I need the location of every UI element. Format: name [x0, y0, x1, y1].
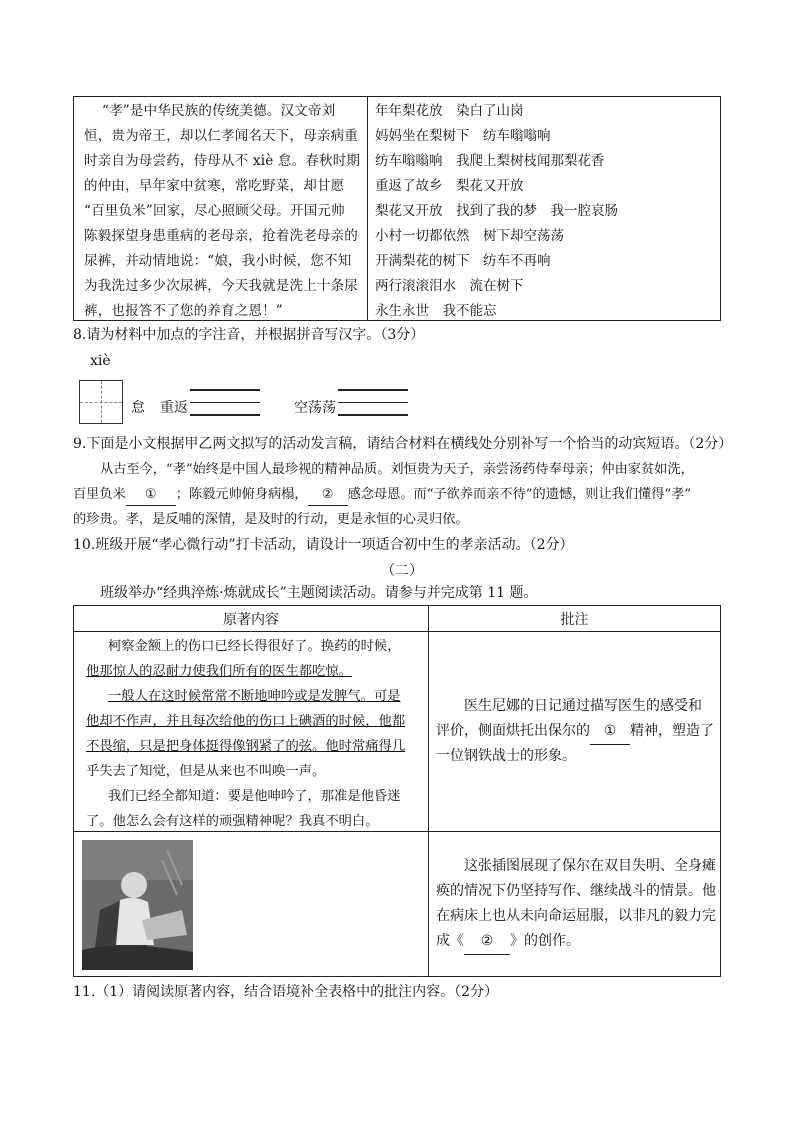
material-left-line: “百里负米”回家，尽心照顾父母。开国元帅: [84, 203, 345, 219]
word-kongdangdang: 空荡荡: [294, 400, 336, 416]
song-line: 纺车嗡嗡响 我爬上梨树枝闻那梨花香: [375, 153, 605, 169]
table-divider: [367, 97, 368, 320]
orig-line: 了。他怎么会有这样的顽强精神呢？我真不明白。: [86, 814, 379, 829]
speech-blank-2[interactable]: ②: [308, 485, 348, 506]
material-left-line: 尿裤，并动情地说：“娘，我小时候，您不知: [84, 253, 352, 269]
song-line: 妈妈坐在梨树下 纺车嗡嗡响: [375, 128, 551, 144]
question-11: 11.（1）请阅读原著内容，结合语境补全表格中的批注内容。（2分）: [73, 984, 499, 1000]
original-text: [86, 634, 421, 834]
song-line: 年年梨花放 染白了山岗: [375, 103, 524, 119]
orig-line: 他那惊人的忍耐力使我们所有的医生都吃惊。: [86, 664, 352, 679]
orig-line: 柯察金额上的伤口已经长得很好了。换药的时候，: [108, 639, 401, 654]
answer-blank-2[interactable]: [338, 389, 408, 416]
material-left-line: 恒，贵为帝王，却以仁孝闻名天下，母亲病重: [84, 128, 358, 144]
orig-line: 我们已经全都知道：要是他呻吟了，那准是他昏迷: [108, 789, 401, 804]
question-10: 10.班级开展“孝心微行动”打卡活动，请设计一项适合初中生的孝亲活动。（2分）: [73, 537, 574, 553]
illustration-image: [82, 840, 193, 970]
reading-table: [73, 605, 721, 977]
annotation-blank-1[interactable]: ①: [590, 719, 630, 745]
song-line: 永生永世 我不能忘: [375, 303, 497, 319]
header-original: 原著内容: [223, 612, 279, 628]
speech-line-3: 的珍贵。孝，是反哺的深情，是及时的行动，更是永恒的心灵归依。: [73, 512, 469, 527]
orig-line: 一般人在这时候常常不断地呻吟或是发脾气。可是: [108, 689, 401, 704]
material-left-line: 为我洗过多少次尿裤，今天我就是洗上十条尿: [84, 278, 358, 294]
answer-char-box[interactable]: [79, 380, 123, 424]
section-intro: 班级举办“经典淬炼·炼就成长”主题阅读活动。请参与并完成第 11 题。: [100, 585, 538, 601]
answer-blank-1[interactable]: [190, 389, 260, 416]
material-right-text: [375, 99, 715, 324]
question-9: 9.下面是小文根据甲乙两文拟写的活动发言稿，请结合材料在横线处分别补写一个恰当的动宾短语。（2分）: [73, 436, 733, 452]
material-left-line: “孝”是中华民族的传统美德。汉文帝刘: [102, 103, 336, 119]
char-dai: 怠: [131, 400, 145, 416]
speech-blank-1[interactable]: ①: [126, 485, 176, 506]
header-annotation: 批注: [560, 612, 589, 628]
material-left-line: 陈毅探望身患重病的老母亲，抢着洗老母亲的: [84, 228, 358, 244]
orig-line: 不畏缩，只是把身体挺得像钢紧了的弦。他时常痛得几: [86, 739, 406, 754]
speech-line-2: 百里负米 ① ；陈毅元帅俯身病榻， ② 感念母恩。而“子欲养而亲不待”的遗憾，则让我们懂得“孝”: [73, 485, 691, 506]
material-left-line: 裤，也报答不了您的养育之恩！”: [84, 303, 283, 319]
song-line: 梨花又开放 找到了我的梦 我一腔哀肠: [375, 203, 618, 219]
annotation-1: 医生尼娜的日记通过描写医生的感受和 评价，侧面烘托出保尔的 ① 精神，塑造了 一位钢铁战士的形象。: [436, 698, 714, 764]
section-title: （二）: [381, 563, 423, 579]
pinyin-label: xiè: [90, 353, 111, 369]
material-left-text: [84, 99, 362, 324]
illustration-art: [82, 840, 193, 970]
song-line: 两行滚滚泪水 流在树下: [375, 278, 524, 294]
orig-line: 他却不作声，并且每次给他的伤口上碘酒的时候，他都: [86, 714, 406, 729]
song-line: 开满梨花的树下 纺车不再响: [375, 253, 551, 269]
material-left-line: 时亲自为母尝药，侍母从不 xiè 怠。春秋时期: [84, 153, 361, 169]
question-8: 8.请为材料中加点的字注音，并根据拼音写汉字。（3分）: [73, 327, 425, 343]
annotation-blank-2[interactable]: ②: [464, 929, 510, 955]
song-line: 小村一切都依然 树下却空荡荡: [375, 228, 564, 244]
orig-line: 乎失去了知觉，但是从来也不叫唤一声。: [86, 764, 326, 779]
song-line: 重返了故乡 梨花又开放: [375, 178, 524, 194]
word-chongfan: 重返: [160, 400, 188, 416]
speech-line-1: 从古至今，“孝”始终是中国人最珍视的精神品质。刘恒贵为天子，亲尝汤药侍奉母亲；仲由家贫如洗，: [100, 462, 694, 477]
material-left-line: 的仲由，早年家中贫寒，常吃野菜，却甘愿: [84, 178, 345, 194]
annotation-2: 这张插图展现了保尔在双目失明、全身瘫 痪的情况下仍坚持写作、继续战斗的情景。他 在病床上也从未向命运屈服，以非凡的毅力完 成《 ② 》的创作。: [436, 854, 716, 954]
material-table: [73, 96, 721, 321]
